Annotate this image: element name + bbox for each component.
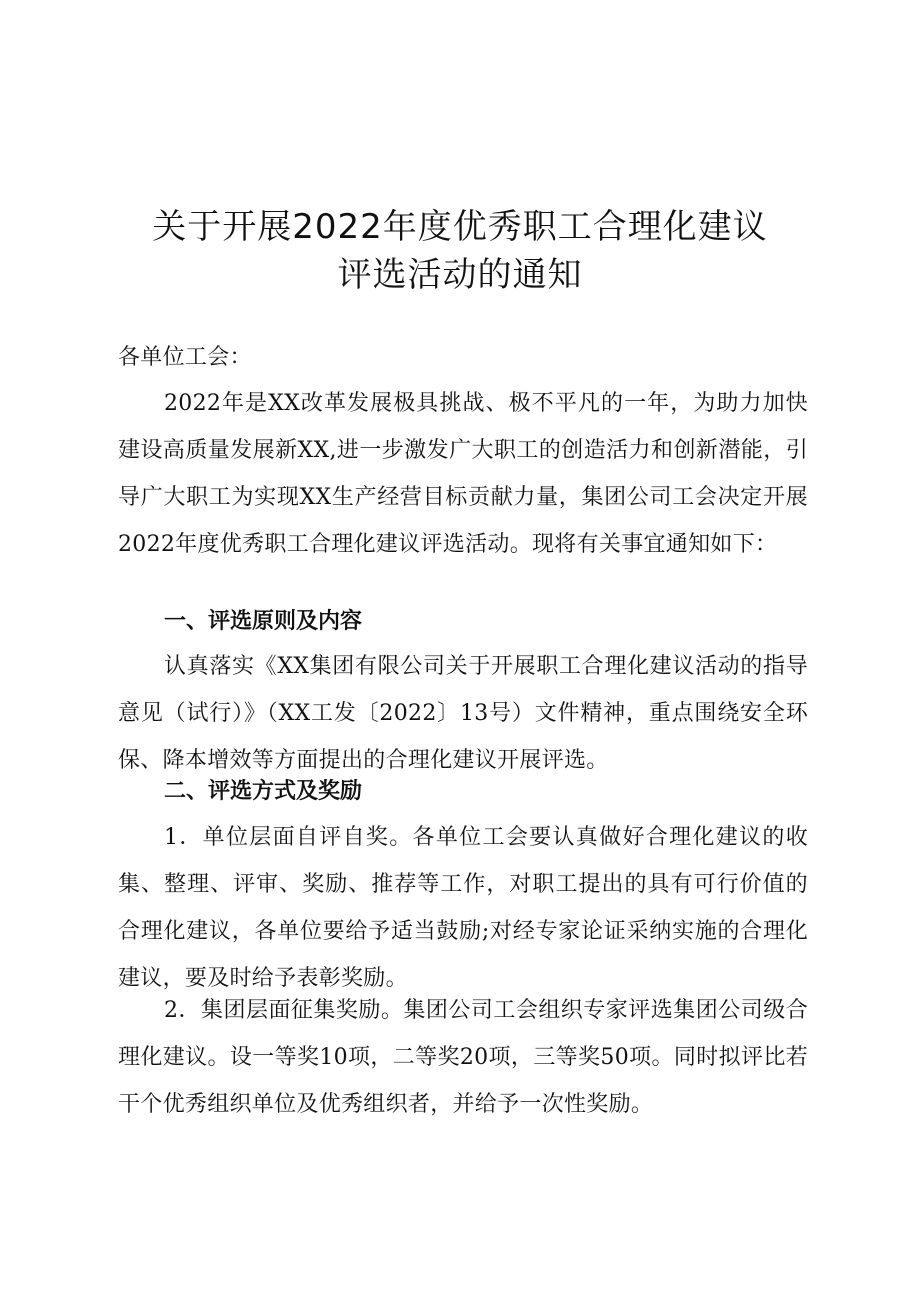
section-heading-2: 二、评选方式及奖励 <box>164 779 363 804</box>
salutation: 各单位工会： <box>118 345 252 370</box>
paragraph-group-level: 2．集团层面征集奖励。集团公司工会组织专家评选集团公司级合理化建议。设一等奖10项，二等奖20项，三等奖50项。同时拟评比若干个优秀组织单位及优秀组织者，并给予一次性奖励。 <box>118 998 808 1117</box>
paragraph-intro: 2022年是XX改革发展极具挑战、极不平凡的一年，为助力加快建设高质量发展新XX,进一步激发广大职工的创造活力和创新潜能，引导广大职工为实现XX生产经营目标贡献力量，集团公司工会决定开展2022年度优秀职工合理化建议评选活动。现将有关事宜通知如下： <box>118 391 808 557</box>
paragraph-unit-level: 1．单位层面自评自奖。各单位工会要认真做好合理化建议的收集、整理、评审、奖励、推荐等工作，对职工提出的具有可行价值的合理化建议，各单位要给予适当鼓励;对经专家论证采纳实施的合理化建议，要及时给予表彰奖励。 <box>118 825 808 991</box>
document-title-line-2: 评选活动的通知 <box>337 255 583 295</box>
section-heading-1: 一、评选原则及内容 <box>164 609 363 634</box>
document-title-line-1: 关于开展2022年度优秀职工合理化建议 <box>152 207 768 247</box>
paragraph-principles: 认真落实《XX集团有限公司关于开展职工合理化建议活动的指导意见（试行）》（XX工发〔2022〕13号）文件精神，重点围绕安全环保、降本增效等方面提出的合理化建议开展评选。 <box>118 654 808 773</box>
